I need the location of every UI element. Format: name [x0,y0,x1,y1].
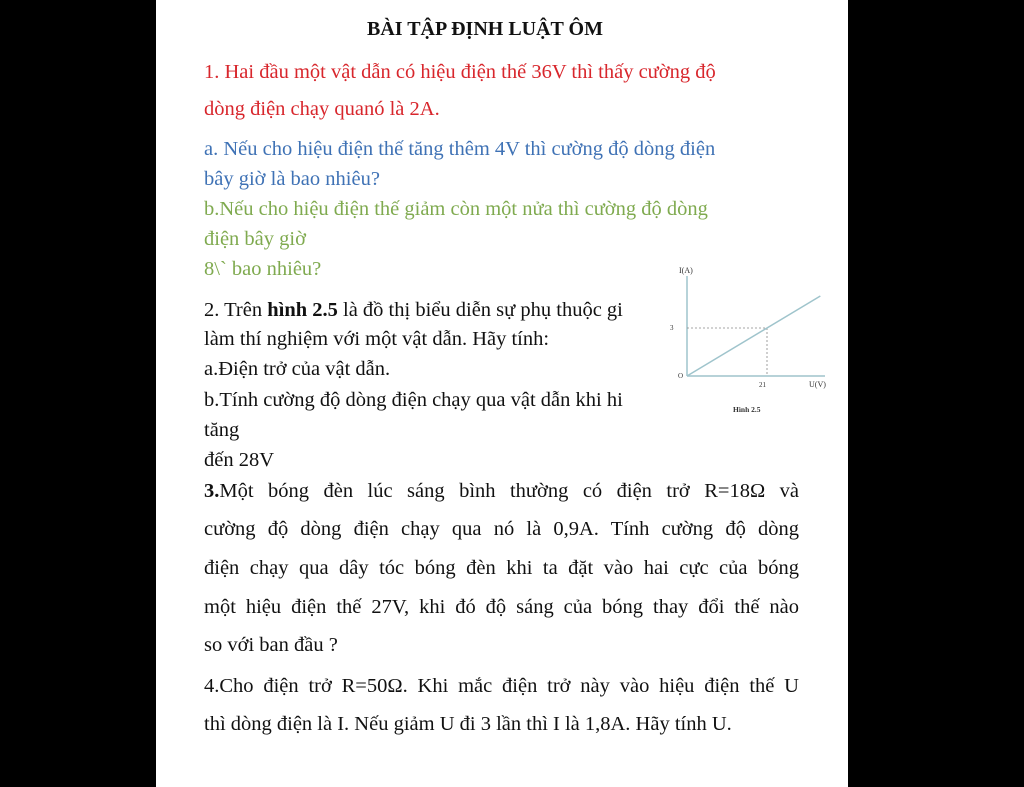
problem-2-line-1 [204,300,623,321]
document-title: BÀI TẬP ĐỊNH LUẬT ÔM [367,18,603,40]
x-tick-label: 21 [759,381,766,389]
problem-1-line-1 [204,62,716,83]
problem-1a-line-1: a. Nếu cho hiệu điện thế tăng thêm 4V thì cường độ dòng điện [204,138,716,160]
problem-3-number: 3. [204,480,220,502]
y-tick-label: 3 [670,324,674,332]
problem-2-line-2: làm thí nghiệm với một vật dẫn. Hãy tính: [204,328,550,350]
series-line [687,296,820,376]
problem-1-line-2: dòng điện chạy quanó là 2A. [204,98,440,120]
problem-2b-line-2: tăng [204,419,240,441]
problem-3-line-3: điện chạy qua dây tóc bóng đèn khi ta đặt vào hai cực của bóng [204,557,799,579]
figure-reference: hình 2.5 [267,299,338,321]
problem-4-line-1: 4.Cho điện trở R=50Ω. Khi mắc điện trở này vào hiệu điện thế U [204,675,799,697]
origin-label: O [678,372,684,380]
problem-1b-line-2: điện bây giờ [204,228,306,250]
problem-3-line-2: cường độ dòng điện chạy qua nó là 0,9A. Tính cường độ dòng [204,518,799,540]
problem-3-line-5: so với ban đầu ? [204,634,338,656]
problem-3-line-4: một hiệu điện thế 27V, khi đó độ sáng của bóng thay đổi thế nào [204,596,799,618]
figure-caption: Hình 2.5 [733,405,761,414]
problem-2-post: là đồ thị biểu diễn sự phụ thuộc gi [337,299,623,321]
problem-2a: a.Điện trở của vật dẫn. [204,358,391,380]
problem-2b-line-1: b.Tính cường độ dòng điện chạy qua vật dẫn khi hi [204,389,623,411]
problem-3-text-1: Một bóng đèn lúc sáng bình thường có điện trở R=18Ω và [219,480,799,502]
problem-2b-line-3: đến 28V [204,449,275,471]
problem-4-line-2: thì dòng điện là I. Nếu giảm U đi 3 lần thì I là 1,8A. Hãy tính U. [204,713,732,735]
figure-2-5-graph [670,264,835,424]
problem-3-line-1 [204,481,799,502]
problem-1b-line-3: 8\` bao nhiêu? [204,258,322,280]
problem-2-pre: 2. Trên [204,299,268,321]
x-axis-label: U(V) [809,380,826,389]
problem-1a-line-2: bây giờ là bao nhiêu? [204,168,380,190]
y-axis-label: I(A) [679,266,693,275]
problem-1-text-1: 1. Hai đầu một vật dẫn có hiệu điện thế 36V thì thấy cường độ [204,61,716,83]
problem-1b-line-1: b.Nếu cho hiệu điện thế giảm còn một nửa thì cường độ dòng [204,198,708,220]
